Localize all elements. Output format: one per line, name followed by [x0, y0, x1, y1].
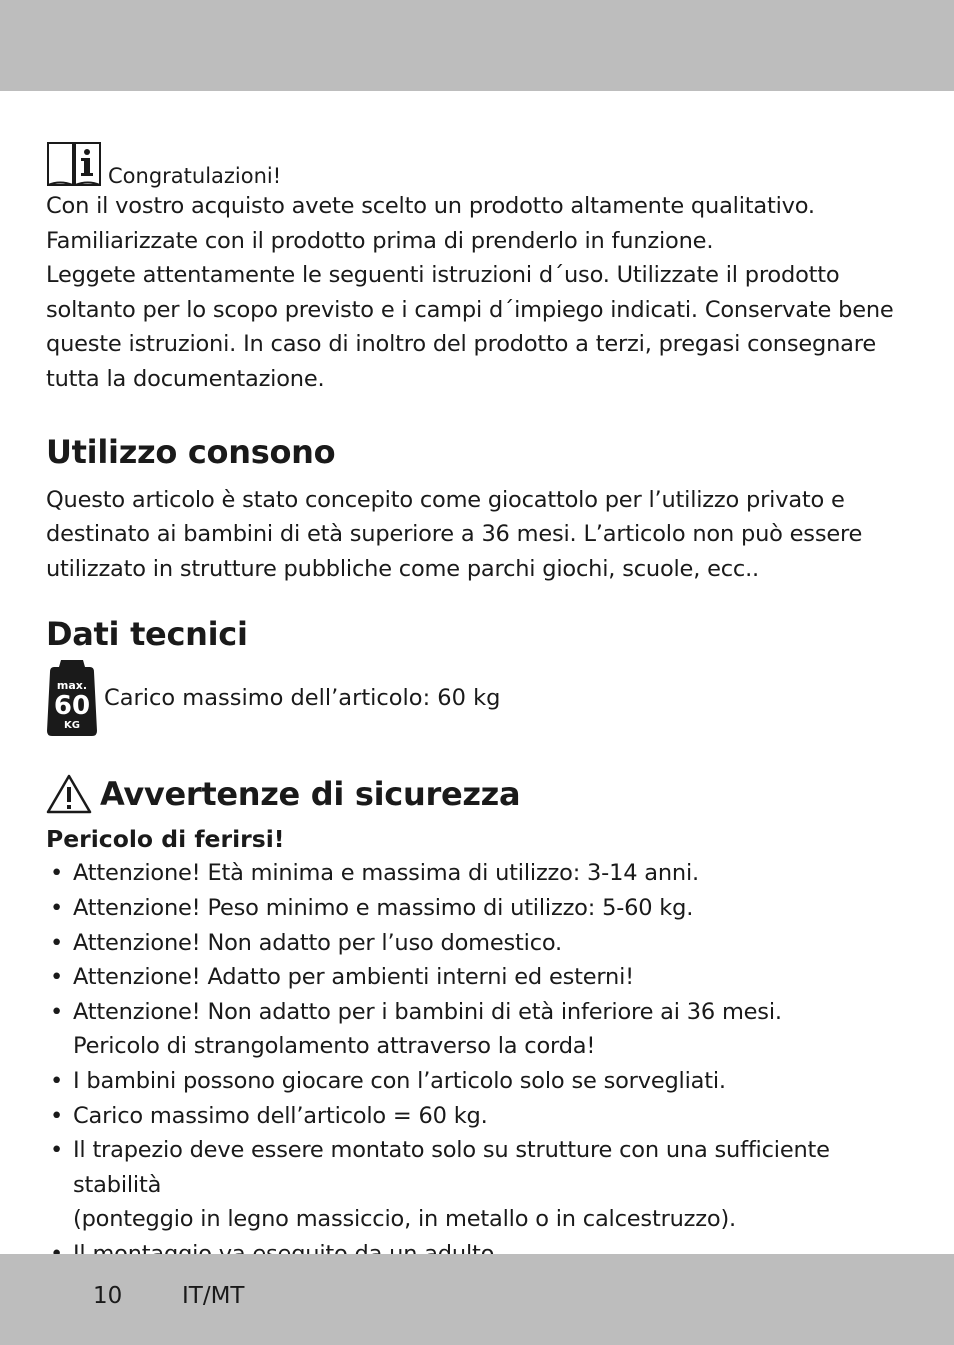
warning-heading-row [46, 770, 916, 818]
page-content [46, 133, 916, 1271]
list-item: • I bambini possono giocare con l’articolo solo se sorvegliati. [46, 1064, 916, 1099]
list-item: • Attenzione! Adatto per ambienti interni ed esterni! [46, 960, 916, 995]
utilizzo-line: utilizzato in strutture pubbliche come parchi giochi, scuole, ecc.. [46, 555, 759, 582]
utilizzo-line: destinato ai bambini di età superiore a 36 mesi. L’articolo non può essere [46, 521, 863, 548]
intro-line: Leggete attentamente le seguenti istruzioni d´uso. Utilizzate il prodotto [46, 262, 840, 289]
page-number: 10 [93, 1283, 123, 1309]
utilizzo-line: Questo articolo è stato concepito come giocattolo per l’utilizzo privato e [46, 486, 845, 513]
section-title-utilizzo: Utilizzo consono [46, 432, 336, 471]
top-band [0, 0, 954, 91]
safety-bullet-list [46, 856, 916, 1271]
max-weight-icon [46, 658, 98, 738]
section-title-avvertenze: Avvertenze di sicurezza [100, 775, 521, 814]
intro-line: queste istruzioni. In caso di inoltro del prodotto a terzi, pregasi consegnare [46, 331, 876, 358]
warning-subtitle: Pericolo di ferirsi! [46, 825, 285, 854]
list-item: • Attenzione! Età minima e massima di utilizzo: 3-14 anni. [46, 856, 916, 891]
list-item: • Attenzione! Peso minimo e massimo di utilizzo: 5-60 kg. [46, 891, 916, 926]
weight-icon-top: max. [56, 679, 88, 693]
book-info-icon [46, 139, 102, 189]
tech-spec-row [46, 658, 916, 738]
weight-icon-value: 60 [53, 691, 91, 722]
list-item: • Il trapezio deve essere montato solo su strutture con una sufficiente stabilità (ponteggio in legno massiccio, in metallo o in calcestruzzo). [46, 1133, 916, 1237]
utilizzo-paragraph [46, 483, 916, 587]
intro-line: soltanto per lo scopo previsto e i campi d´impiego indicati. Conservate bene [46, 296, 894, 323]
tech-spec-text: Carico massimo dell’articolo: 60 kg [104, 685, 501, 712]
intro-heading-row [46, 133, 916, 189]
section-title-dati: Dati tecnici [46, 615, 248, 654]
list-item: • Attenzione! Non adatto per i bambini di età inferiore ai 36 mesi. Pericolo di strangolamento attraverso la corda! [46, 995, 916, 1064]
warning-triangle-icon [46, 774, 92, 814]
intro-line: tutta la documentazione. [46, 365, 325, 392]
weight-icon-unit: KG [64, 720, 80, 732]
list-item: • Attenzione! Non adatto per l’uso domestico. [46, 926, 916, 961]
bottom-band [0, 1254, 954, 1345]
list-item: • Carico massimo dell’articolo = 60 kg. [46, 1099, 916, 1134]
intro-paragraph [46, 189, 916, 397]
language-code: IT/MT [182, 1283, 245, 1309]
congrats-text: Congratulazioni! [108, 164, 282, 188]
intro-line: Familiarizzate con il prodotto prima di prenderlo in funzione. [46, 227, 714, 254]
intro-line: Con il vostro acquisto avete scelto un prodotto altamente qualitativo. [46, 193, 815, 219]
